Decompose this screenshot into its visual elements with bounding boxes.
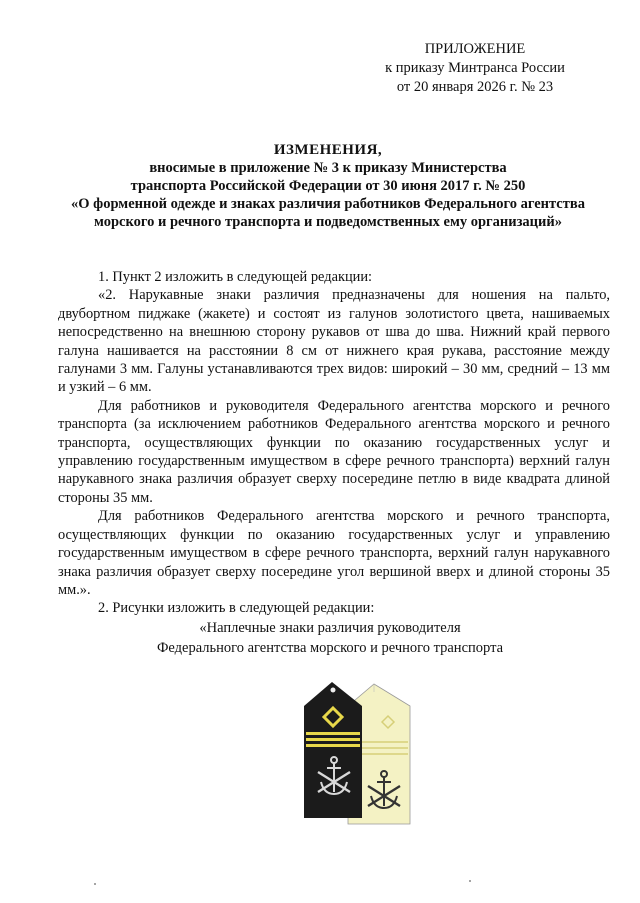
scan-speck <box>469 880 471 882</box>
title-line: транспорта Российской Федерации от 30 июня 2017 г. № 250 <box>130 178 526 194</box>
document-title <box>48 141 608 231</box>
title-line: морского и речного транспорта и подведомственных ему организаций» <box>94 214 562 230</box>
appendix-order-ref: к приказу Минтранса России <box>385 60 565 76</box>
paragraph-angle-rule: Для работников Федерального агентства морского и речного транспорта, осуществляющих функции по оказанию государственных услуг и управлению государственным имуществом в сфере речного транспорта, верхний галун нарукавного знака различия образует сверху посередине угол вершиной вверх и длиной стороны 35 мм.». <box>58 508 610 598</box>
document-body <box>58 268 610 618</box>
paragraph-item-2: 2. Рисунки изложить в следующей редакции: <box>98 600 375 617</box>
paragraph-item-1: 1. Пункт 2 изложить в следующей редакции: <box>98 269 373 285</box>
appendix-header <box>365 40 585 97</box>
appendix-order-date: от 20 января 2026 г. № 23 <box>396 79 554 95</box>
shoulder-boards-figure <box>300 682 430 832</box>
appendix-label: ПРИЛОЖЕНИЕ <box>424 41 526 57</box>
scan-speck <box>94 883 96 885</box>
paragraph-loop-rule: Для работников и руководителя Федерального агентства морского и речного транспорта (за исключением работников Федерального агентства морского и речного транспорта, осуществляющих функции по оказанию государственных услуг и управлению государственным имуществом в сфере речного транспорта) верхний галун нарукавного знака различия образует сверху посередине петлю в виде квадрата длиной стороны 35 мм. <box>58 397 610 506</box>
black-shoulder-board <box>304 682 362 818</box>
shoulder-boards-illustration <box>300 682 430 832</box>
figure-caption <box>80 618 580 658</box>
title-line: вносимые в приложение № 3 к приказу Министерства <box>149 160 507 176</box>
paragraph-point-2: «2. Нарукавные знаки различия предназначены для ношения на пальто, двубортном пиджаке (жакете) и состоят из галунов золотистого цвета, нашиваемых непосредственно на внешнюю сторону рукавов от шва до шва. Нижний край первого галуна нашивается на расстоянии 8 см от нижнего края рукава, расстояние между галунами 3 мм. Галуны устанавливаются трех видов: широкий – 30 мм, средний – 13 мм и узкий – 6 мм. <box>58 287 610 396</box>
caption-line-2: Федерального агентства морского и речного транспорта <box>156 640 504 656</box>
title-heading: ИЗМЕНЕНИЯ, <box>273 142 383 158</box>
title-line: «О форменной одежде и знаках различия работников Федерального агентства <box>71 196 585 212</box>
caption-line-1: «Наплечные знаки различия руководителя <box>199 620 461 636</box>
